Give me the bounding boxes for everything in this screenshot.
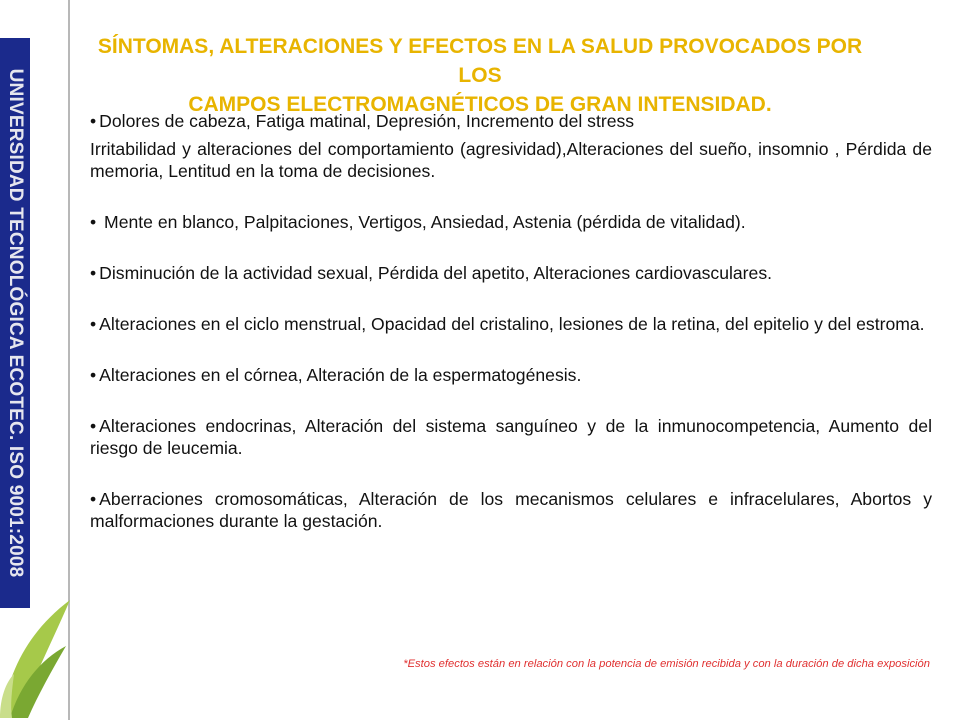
item-text: Disminución de la actividad sexual, Pérdida del apetito, Alteraciones cardiovasculares. [99, 263, 773, 283]
bullet-icon: • [90, 489, 97, 509]
list-item [90, 138, 932, 182]
item-text: Dolores de cabeza, Fatiga matinal, Depresión, Incremento del stress [99, 111, 635, 131]
sidebar [0, 0, 78, 720]
list-item [90, 110, 932, 132]
item-text: Alteraciones endocrinas, Alteración del sistema sanguíneo y de la inmunocompetencia, Aumento del riesgo de leucemia. [90, 416, 932, 458]
title-line-2: CAMPOS ELECTROMAGNÉTICOS DE GRAN INTENSIDAD. [188, 93, 772, 116]
bullet-icon: • [90, 212, 97, 232]
footnote: *Estos efectos están en relación con la potencia de emisión recibida y con la duración de dicha exposición [403, 658, 930, 670]
university-name: UNIVERSIDAD TECNOLÓGICA ECOTEC. ISO 9001:2008 [5, 68, 26, 578]
list-item [90, 488, 932, 532]
symptom-list [90, 110, 932, 532]
item-text: Irritabilidad y alteraciones del comportamiento (agresividad),Alteraciones del sueño, insomnio , Pérdida de memoria, Lentitud en la toma de decisiones. [90, 139, 932, 181]
list-item [90, 364, 932, 386]
bullet-icon: • [90, 416, 97, 436]
list-item [90, 262, 932, 284]
bullet-icon: • [90, 314, 97, 334]
leaf-logo-icon [0, 590, 80, 720]
bullet-icon: • [90, 263, 97, 283]
bullet-icon: • [90, 365, 97, 385]
list-item [90, 211, 932, 233]
bullet-icon: • [90, 111, 97, 131]
item-text: Aberraciones cromosomáticas, Alteración de los mecanismos celulares e infracelulares, Abortos y malformaciones durante la gestación. [90, 489, 932, 531]
item-text: Alteraciones en el córnea, Alteración de la espermatogénesis. [99, 365, 582, 385]
list-item [90, 415, 932, 459]
list-item [90, 313, 932, 335]
item-text: Alteraciones en el ciclo menstrual, Opacidad del cristalino, lesiones de la retina, del epitelio y del estroma. [99, 314, 925, 334]
page-title [80, 32, 880, 119]
item-text: Mente en blanco, Palpitaciones, Vertigos, Ansiedad, Astenia (pérdida de vitalidad). [99, 212, 746, 232]
title-line-1: SÍNTOMAS, ALTERACIONES Y EFECTOS EN LA SALUD PROVOCADOS POR LOS [97, 35, 863, 87]
